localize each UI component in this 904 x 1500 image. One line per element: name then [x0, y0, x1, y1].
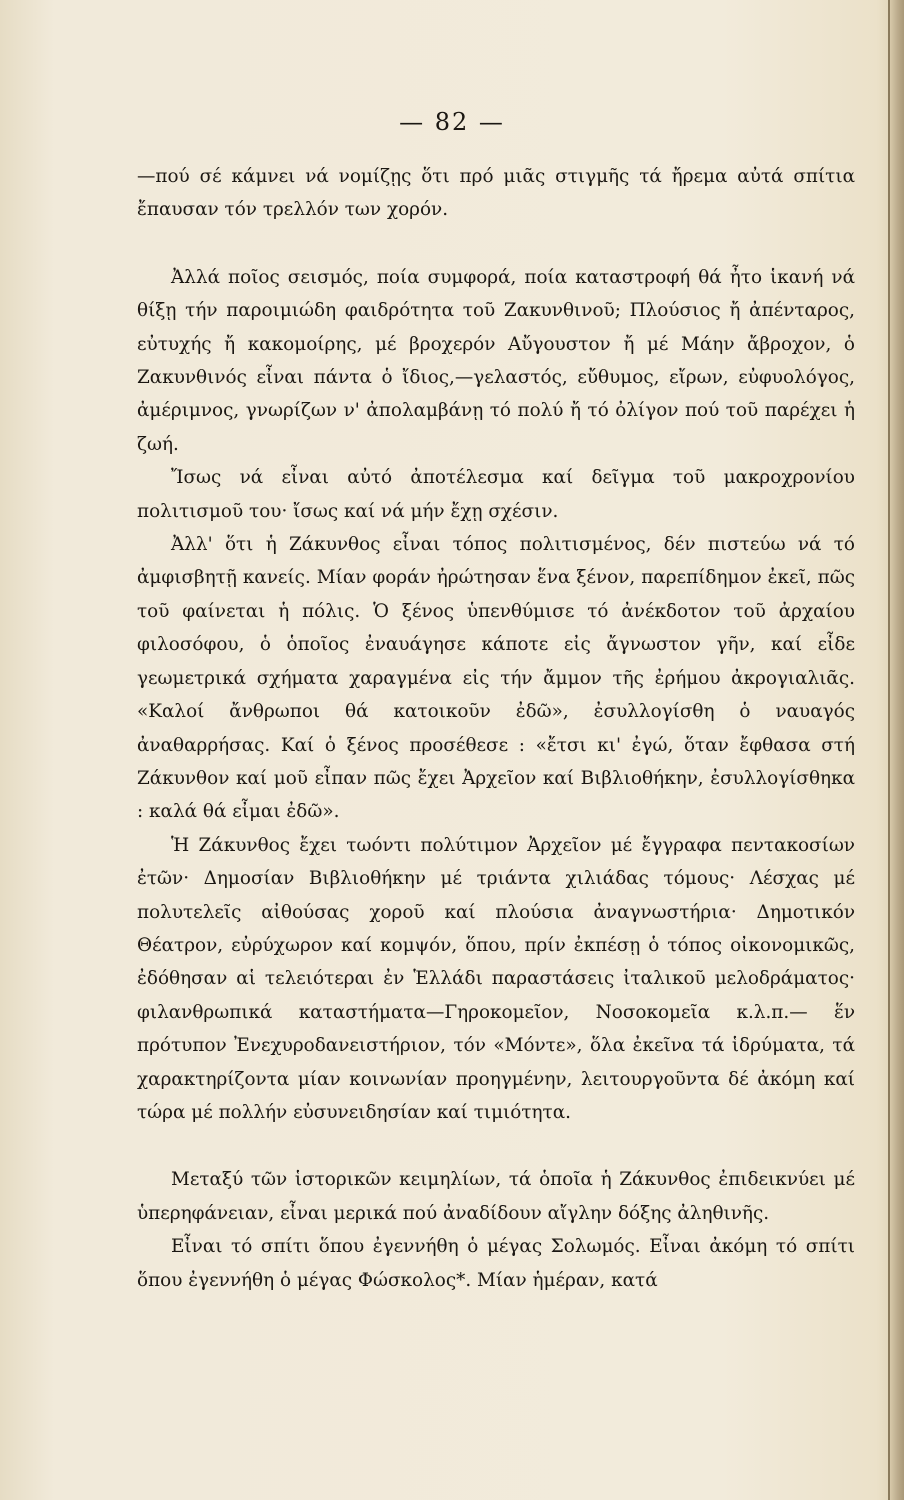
- paragraph-5: Ἡ Ζάκυνθος ἔχει τωόντι πολύτιμον Ἀρχεῖον μέ ἔγγραφα πεντακοσίων ἐτῶν· Δημοσίαν Βιβλιοθήκην μέ τριάντα χιλιάδας τόμους· Λέσχας μέ πολυτελεῖς αἰθούσας χοροῦ καί πλούσια ἀναγνωστήρια· Δημοτικόν Θέατρον, εὐρύχωρον καί κομψόν, ὅπου, πρίν ἐκπέσῃ ὁ τόπος οἰκονομικῶς, ἐδόθησαν αἱ τελειότεραι ἐν Ἑλλάδι παραστάσεις ἰταλικοῦ μελοδράματος· φιλανθρωπικά καταστήματα—Γηροκομεῖον, Νοσοκομεῖα κ.λ.π.— ἕν πρότυπον Ἐνεχυροδανειστήριον, τόν «Μόντε», ὅλα ἐκεῖνα τά ἱδρύματα, τά χαρακτηρίζοντα μίαν κοινωνίαν προηγμένην, λειτουργοῦντα δέ ἀκόμη καί τώρα μέ πολλήν εὐσυνειδησίαν καί τιμιότητα.: [137, 834, 855, 1123]
- paragraph-7: Εἶναι τό σπίτι ὅπου ἐγεννήθη ὁ μέγας Σολωμός. Εἶναι ἀκόμη τό σπίτι ὅπου ἐγεννήθη ὁ μέγας Φώσκολος*. Μίαν ἡμέραν, κατά: [137, 1236, 855, 1291]
- paragraph-4: Ἀλλ' ὅτι ἡ Ζάκυνθος εἶναι τόπος πολιτισμένος, δέν πιστεύω νά τό ἀμφισβητῇ κανείς. Μίαν φοράν ἠρώτησαν ἕνα ξένον, παρεπίδημον ἐκεῖ, πῶς τοῦ φαίνεται ἡ πόλις. Ὁ ξένος ὑπενθύμισε τό ἀνέκδοτον τοῦ ἀρχαίου φιλοσόφου, ὁ ὁποῖος ἐναυάγησε κάποτε εἰς ἄγνωστον γῆν, καί εἶδε γεωμετρικά σχήματα χαραγμένα εἰς τήν ἄμμον τῆς ἐρήμου ἀκρογιαλιᾶς. «Καλοί ἄνθρωποι θά κατοικοῦν ἐδῶ», ἐσυλλογίσθη ὁ ναυαγός ἀναθαρρήσας. Καί ὁ ξένος προσέθεσε : «ἔτσι κι' ἐγώ, ὅταν ἔφθασα στή Ζάκυνθον καί μοῦ εἶπαν πῶς ἔχει Ἀρχεῖον καί Βιβλιοθήκην, ἐσυλλογίσθηκα : καλά θά εἶμαι ἐδῶ».: [137, 534, 855, 823]
- paragraph-3: Ἴσως νά εἶναι αὐτό ἀποτέλεσμα καί δεῖγμα τοῦ μακροχρονίου πολιτισμοῦ του· ἴσως καί νά μήν ἔχῃ σχέσιν.: [137, 467, 855, 522]
- paragraph-2: Ἀλλά ποῖος σεισμός, ποία συμφορά, ποία καταστροφή θά ἦτο ἱκανή νά θίξῃ τήν παροιμιώδη φαιδρότητα τοῦ Ζακυνθινοῦ; Πλούσιος ἤ ἀπένταρος, εὐτυχής ἤ κακομοίρης, μέ βροχερόν Αὔγουστον ἤ μέ Μάην ἄβροχον, ὁ Ζακυνθινός εἶναι πάντα ὁ ἴδιος,—γελαστός, εὔθυμος, εἴρων, εὐφυολόγος, ἀμέριμνος, γνωρίζων ν' ἀπολαμβάνῃ τό πολύ ἤ τό ὀλίγον πού τοῦ παρέχει ἡ ζωή.: [137, 266, 855, 455]
- body-text: [137, 160, 855, 1297]
- page-spine-edge: [888, 0, 904, 1500]
- paragraph-6: Μεταξύ τῶν ἱστορικῶν κειμηλίων, τά ὁποῖα ἡ Ζάκυνθος ἐπιδεικνύει μέ ὑπερηφάνειαν, εἶναι μερικά πού ἀναδίδουν αἴγλην δόξης ἀληθινῆς.: [137, 1169, 855, 1224]
- page-number: — 82 —: [399, 108, 505, 136]
- paragraph-1: —πού σέ κάμνει νά νομίζῃς ὅτι πρό μιᾶς στιγμῆς τά ἤρεμα αὐτά σπίτια ἔπαυσαν τόν τρελλόν των χορόν.: [137, 166, 855, 221]
